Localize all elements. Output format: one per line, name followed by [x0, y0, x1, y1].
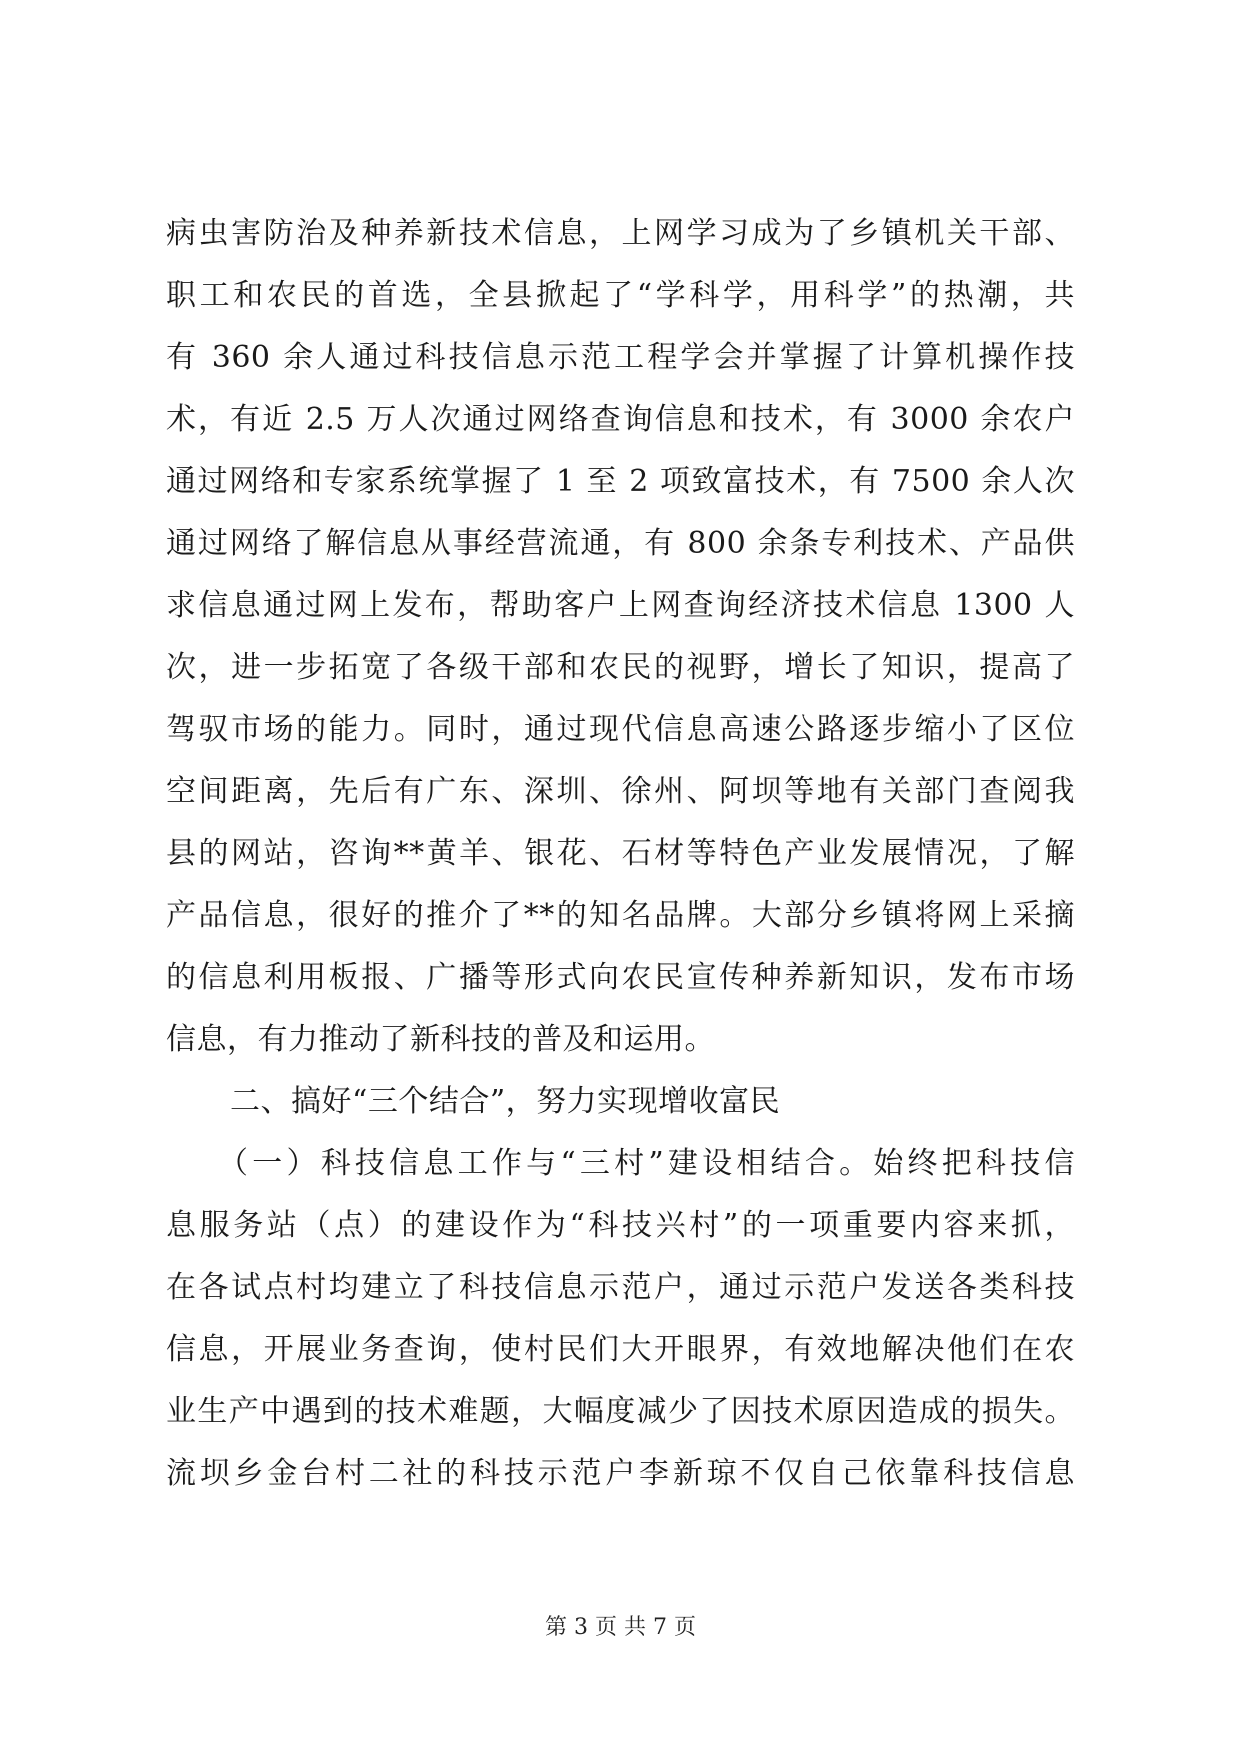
body-line: 县的网站，咨询**黄羊、银花、石材等特色产业发展情况，了解	[166, 836, 1075, 871]
body-line: 病虫害防治及种养新技术信息，上网学习成为了乡镇机关干部、	[166, 216, 1075, 251]
body-line: 息服务站（点）的建设作为“科技兴村”的一项重要内容来抓，	[166, 1208, 1075, 1243]
body-line: 业生产中遇到的技术难题，大幅度减少了因技术原因造成的损失。	[166, 1394, 1075, 1429]
body-line: 信息，有力推动了新科技的普及和运用。	[166, 1022, 715, 1057]
body-line: 空间距离，先后有广东、深圳、徐州、阿坝等地有关部门查阅我	[166, 774, 1075, 809]
body-line: 产品信息，很好的推介了**的知名品牌。大部分乡镇将网上采摘	[166, 898, 1075, 933]
body-line: 求信息通过网上发布，帮助客户上网查询经济技术信息 1300 人	[166, 588, 1075, 623]
subsection-line: （一）科技信息工作与“三村”建设相结合。始终把科技信	[218, 1146, 1075, 1181]
body-line: 有 360 余人通过科技信息示范工程学会并掌握了计算机操作技	[166, 340, 1075, 375]
body-line: 职工和农民的首选，全县掀起了“学科学，用科学”的热潮，共	[166, 278, 1075, 313]
body-line: 次，进一步拓宽了各级干部和农民的视野，增长了知识，提高了	[166, 650, 1075, 685]
body-line: 在各试点村均建立了科技信息示范户，通过示范户发送各类科技	[166, 1270, 1075, 1305]
body-line: 的信息利用板报、广播等形式向农民宣传种养新知识，发布市场	[166, 960, 1075, 995]
page-number-footer: 第 3 页 共 7 页	[545, 1615, 696, 1640]
section-heading: 二、搞好“三个结合”，努力实现增收富民	[230, 1084, 781, 1119]
body-line: 术，有近 2.5 万人次通过网络查询信息和技术，有 3000 余农户	[166, 402, 1075, 437]
body-line: 驾驭市场的能力。同时，通过现代信息高速公路逐步缩小了区位	[166, 712, 1075, 747]
body-line: 通过网络和专家系统掌握了 1 至 2 项致富技术，有 7500 余人次	[166, 464, 1075, 499]
body-line: 通过网络了解信息从事经营流通，有 800 余条专利技术、产品供	[166, 526, 1075, 561]
body-line: 信息，开展业务查询，使村民们大开眼界，有效地解决他们在农	[166, 1332, 1075, 1367]
body-line: 流坝乡金台村二社的科技示范户李新琼不仅自己依靠科技信息	[166, 1456, 1075, 1491]
